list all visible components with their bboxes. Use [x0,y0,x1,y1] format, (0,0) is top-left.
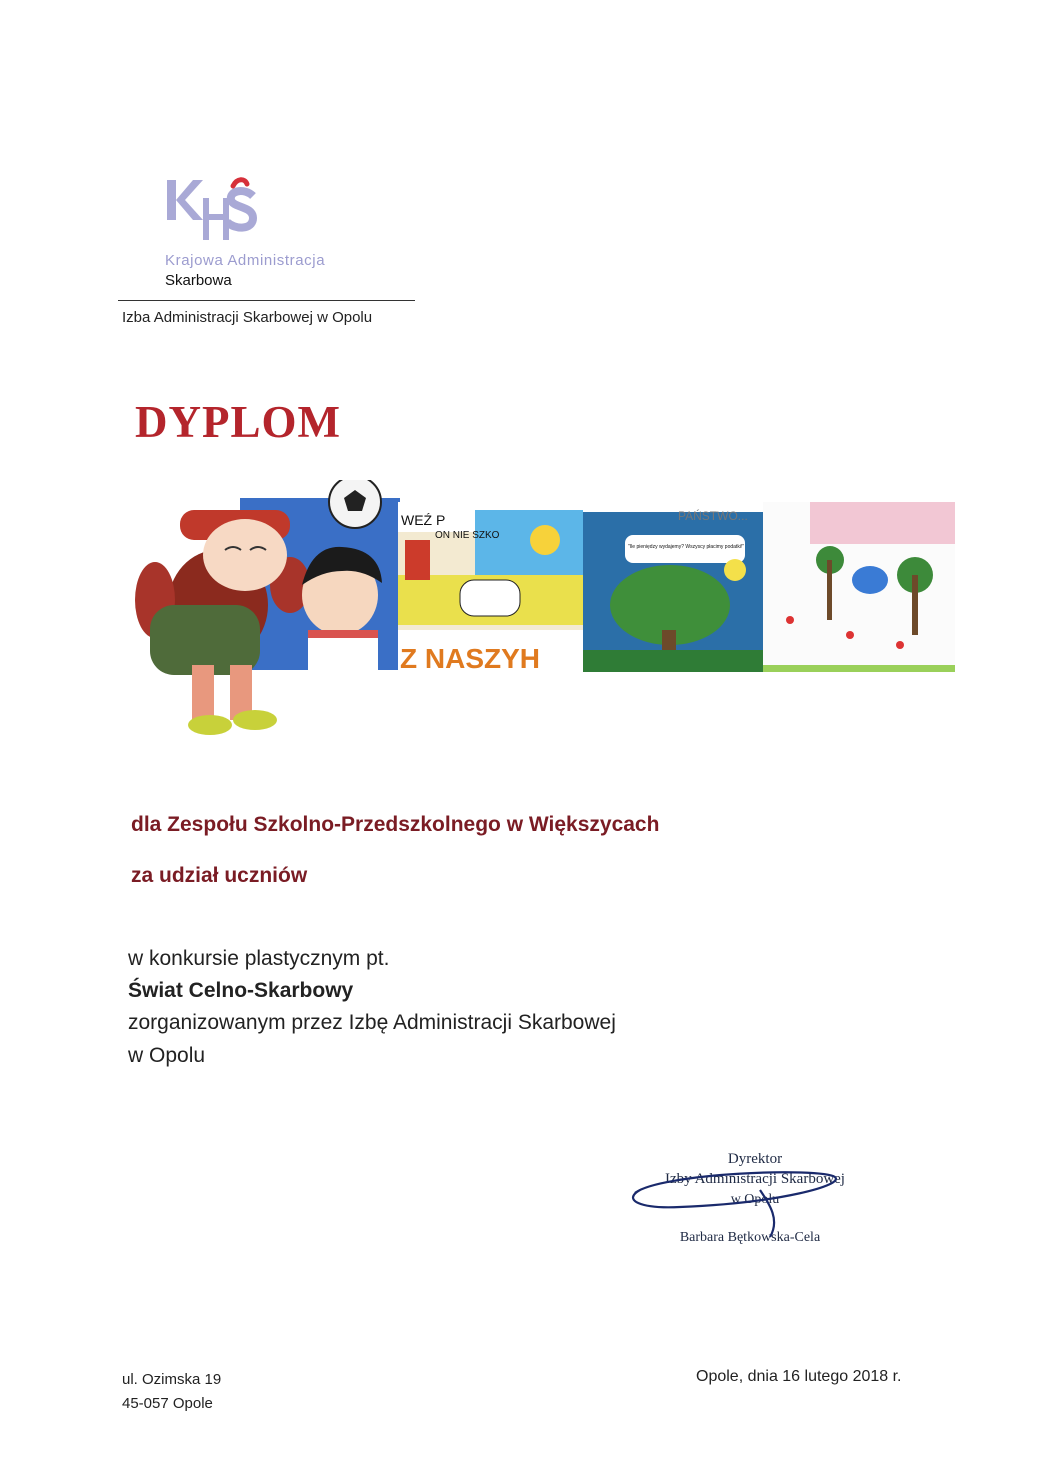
banner-panel-children [135,480,400,735]
banner-text-caption: "Ile pieniędzy wydajemy? Wszyscy płacimy podatki!" [628,544,745,550]
banner-text-top-4: PAŃSTWO... [678,509,748,523]
issue-date: Opole, dnia 16 lutego 2018 r. [696,1368,902,1385]
kas-logo-icon [165,176,260,246]
contest-intro: w konkursie plastycznym pt. [128,947,390,970]
reason-line: za udział uczniów [131,864,308,887]
banner-text-bottom: Z NASZYH [400,643,540,674]
organizer-line-1: zorganizowanym przez Izbę Administracji Skarbowej [128,1011,616,1034]
signature-name: Barbara Bętkowska-Cela [679,1230,821,1245]
diploma-title: DYPLOM [135,397,341,447]
logo-text-line2: Skarbowa [165,272,232,289]
banner-panel-drawing-2 [398,502,583,674]
signature-role: Dyrektor [727,1151,783,1167]
artwork-banner [130,480,955,755]
banner-text-sub: ON NIE SZKO [435,530,500,541]
logo-text-line1: Krajowa Administracja [165,252,326,269]
logo-divider [118,300,415,301]
address-street: ul. Ozimska 19 [122,1371,222,1388]
chamber-name: Izba Administracji Skarbowej w Opolu [122,309,373,326]
recipient-line: dla Zespołu Szkolno-Przedszkolnego w Większycach [131,813,660,836]
address-postal: 45-057 Opole [122,1395,213,1412]
signature-block [620,1145,850,1255]
contest-name: Świat Celno-Skarbowy [128,979,354,1002]
organizer-line-2: w Opolu [128,1044,206,1067]
banner-text-top: WEŹ P [401,512,446,528]
signature-institution: Izby Administracji Skarbowej [665,1171,845,1187]
signature-city: w Opolu [730,1192,780,1207]
banner-panel-tree [583,502,763,672]
